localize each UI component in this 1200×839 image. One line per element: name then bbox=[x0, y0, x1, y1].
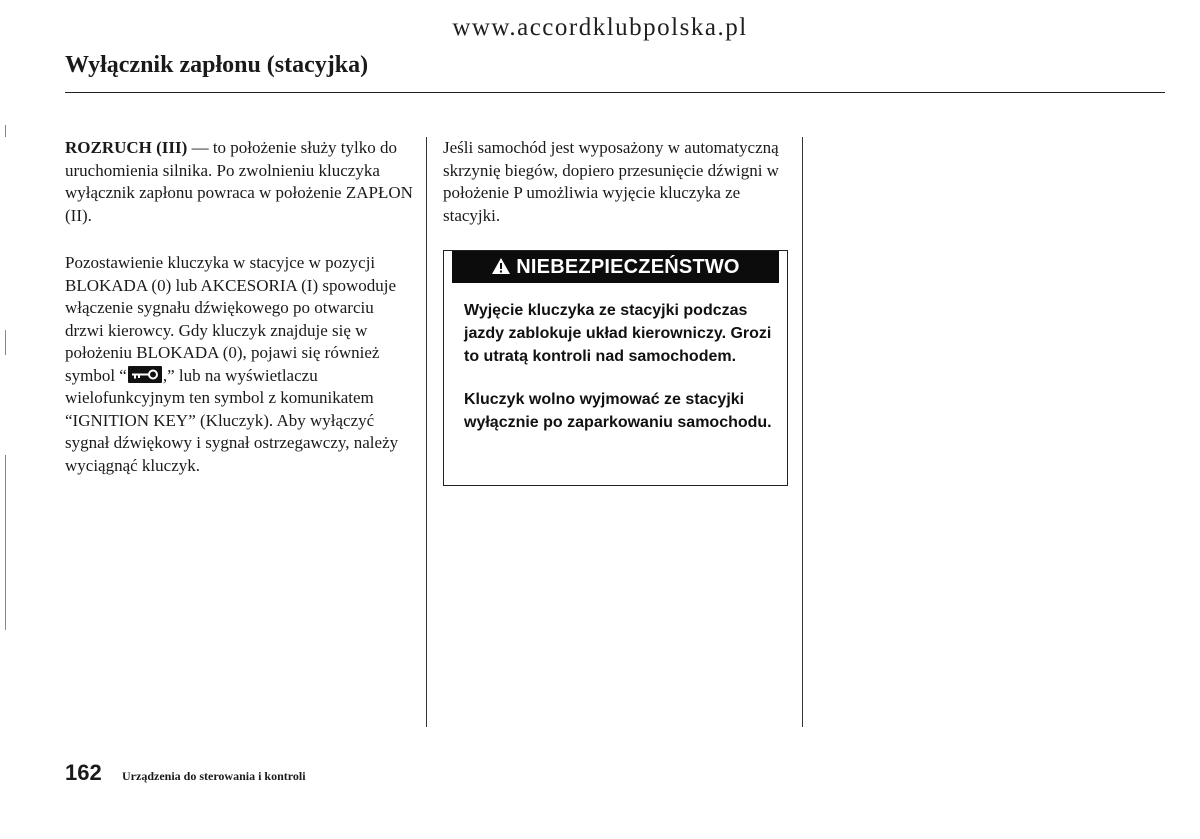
key-icon bbox=[128, 366, 162, 383]
warning-paragraph-2: Kluczyk wolno wyjmować ze stacyjki wyłącznie po zaparkowaniu samochodu. bbox=[464, 391, 772, 431]
scan-edge-mark bbox=[5, 330, 6, 355]
warning-triangle-icon bbox=[491, 253, 511, 285]
paragraph-automatic-transmission: Jeśli samochód jest wyposażony w automatyczną skrzynię biegów, dopiero przesunięcie dźwigni w położenie P umożliwia wyjęcie kluczyka ze stacyjki. bbox=[443, 138, 779, 225]
paragraph-key-reminder bbox=[65, 252, 413, 477]
scan-edge-mark bbox=[5, 455, 6, 630]
paragraph-start-position bbox=[65, 137, 413, 227]
key-reminder-text-after: ,” lub na wyświetlaczu wielofunkcyjnym ten symbol z komunikatem “IGNITION KEY” (Kluczyk). Aby wyłączyć sygnał dźwiękowy i sygnał ostrzegawczy, należy wyciągnąć kluczyk. bbox=[65, 365, 399, 475]
warning-header bbox=[452, 251, 779, 283]
page-number: 162 bbox=[65, 760, 102, 785]
site-url: www.accordklubpolska.pl bbox=[452, 14, 748, 41]
column-divider-right bbox=[802, 137, 803, 727]
start-position-text: — to położenie służy tylko do uruchomienia silnika. Po zwolnieniu kluczyka wyłącznik zapłonu powraca w położenie ZAPŁON (II). bbox=[65, 138, 413, 225]
scan-edge-mark bbox=[5, 125, 6, 137]
warning-paragraph-1: Wyjęcie kluczyka ze stacyjki podczas jazdy zablokuje układ kierowniczy. Grozi to utratą kontroli nad samochodem. bbox=[464, 302, 772, 365]
start-position-label: ROZRUCH (III) bbox=[65, 138, 188, 157]
column-divider-left bbox=[426, 137, 427, 727]
footer-section-title: Urządzenia do sterowania i kontroli bbox=[122, 769, 306, 783]
left-column bbox=[65, 137, 413, 502]
warning-body bbox=[464, 299, 773, 454]
header-divider bbox=[65, 92, 1165, 93]
danger-warning-box bbox=[443, 250, 788, 486]
warning-title: NIEBEZPIECZEŃSTWO bbox=[516, 256, 740, 278]
page-title: Wyłącznik zapłonu (stacyjka) bbox=[65, 52, 369, 78]
key-reminder-text-before: Pozostawienie kluczyka w stacyjce w pozycji BLOKADA (0) lub AKCESORIA (I) spowoduje włączenie sygnału dźwiękowego po otwarciu drzwi kierowcy. Gdy kluczyk znajduje się w położeniu BLOKADA (0), pojawi się również symbol “ bbox=[65, 253, 397, 385]
right-column bbox=[443, 137, 788, 227]
